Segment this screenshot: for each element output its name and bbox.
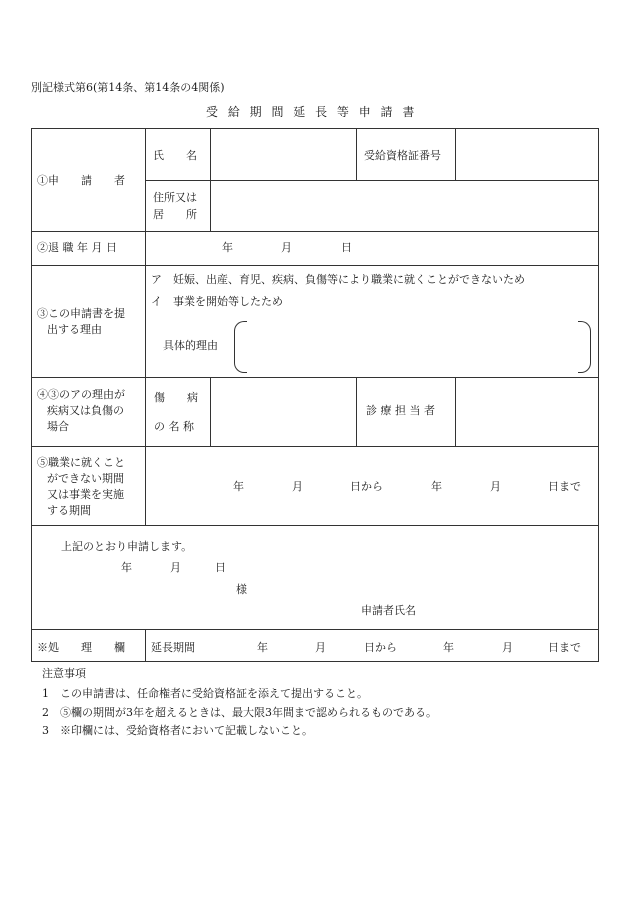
col-divider — [145, 128, 146, 231]
note-item-3: 3 ※印欄には、受給資格者において記載しないこと。 — [42, 724, 313, 737]
period-month-from: 月 — [292, 480, 303, 493]
col-divider — [145, 377, 146, 446]
extension-day-to: 日まで — [548, 641, 581, 654]
illness-label-line1: ④③のアの理由が — [37, 388, 125, 401]
form-title: 受 給 期 間 延 長 等 申 請 書 — [206, 105, 418, 119]
specific-reason-bracket-right — [578, 321, 591, 373]
illness-name-field[interactable] — [212, 379, 354, 444]
row-divider — [31, 446, 599, 447]
specific-reason-bracket-left — [234, 321, 247, 373]
row-divider — [31, 525, 599, 526]
illness-label-line2: 疾病又は負傷の — [47, 404, 124, 417]
illness-name-label-line2: の 名 称 — [154, 420, 194, 433]
extension-year-to: 年 — [443, 641, 454, 654]
doctor-label: 診 療 担 当 者 — [366, 404, 435, 417]
extension-period-label: 延長期間 — [151, 641, 195, 654]
applicant-signature-label: 申請者氏名 — [361, 604, 416, 617]
reason-option-a[interactable]: ア 妊娠、出産、育児、疾病、負傷等により職業に就くことができないため — [151, 273, 525, 286]
retirement-day: 日 — [341, 241, 352, 254]
declaration-text: 上記のとおり申請します。 — [61, 540, 193, 553]
col-divider — [455, 377, 456, 446]
specific-reason-label: 具体的理由 — [163, 339, 218, 352]
col-divider — [356, 377, 357, 446]
row-divider — [31, 265, 599, 266]
extension-day-from: 日から — [364, 641, 397, 654]
col-divider — [455, 128, 456, 180]
reason-option-i[interactable]: イ 事業を開始等したため — [151, 295, 283, 308]
period-label-line1: ⑤職業に就くこと — [37, 456, 125, 469]
period-day-to: 日まで — [548, 480, 581, 493]
declaration-month: 月 — [170, 561, 181, 574]
col-divider — [210, 377, 211, 446]
col-divider — [210, 128, 211, 231]
row-divider — [31, 231, 599, 232]
col-divider — [356, 128, 357, 180]
retirement-month: 月 — [281, 241, 292, 254]
extension-month-to: 月 — [502, 641, 513, 654]
col-divider — [145, 265, 146, 377]
retirement-year: 年 — [222, 241, 233, 254]
row-divider — [31, 377, 599, 378]
period-year-from: 年 — [233, 480, 244, 493]
applicant-section-label: ①申 請 者 — [37, 174, 125, 187]
name-field[interactable] — [212, 130, 354, 178]
extension-month-from: 月 — [315, 641, 326, 654]
declaration-year: 年 — [121, 561, 132, 574]
specific-reason-field[interactable] — [250, 323, 572, 369]
extension-year-from: 年 — [257, 641, 268, 654]
address-label-line1: 住所又は — [153, 191, 197, 204]
period-day-from: 日から — [350, 480, 383, 493]
period-year-to: 年 — [431, 480, 442, 493]
row-divider — [31, 629, 599, 630]
address-field[interactable] — [212, 182, 597, 229]
doctor-field[interactable] — [457, 379, 597, 444]
col-divider — [145, 629, 146, 662]
period-label-line2: ができない期間 — [47, 472, 124, 485]
col-divider — [145, 231, 146, 265]
row-divider — [145, 180, 599, 181]
period-label-line4: する期間 — [47, 504, 91, 517]
illness-label-line3: 場合 — [47, 420, 69, 433]
note-item-2: 2 ⑤欄の期間が3年を超えるときは、最大限3年間まで認められるものである。 — [42, 706, 437, 719]
reason-label-line1: ③この申請書を提 — [37, 307, 125, 320]
declaration-day: 日 — [215, 561, 226, 574]
period-label-line3: 又は事業を実施 — [47, 488, 124, 501]
illness-name-label-line1: 傷 病 — [154, 391, 198, 404]
address-label-line2: 居 所 — [153, 208, 197, 221]
form-reference: 別記様式第6(第14条、第14条の4関係) — [31, 81, 225, 94]
cert-number-field[interactable] — [457, 130, 597, 178]
cert-number-label: 受給資格証番号 — [364, 149, 441, 162]
retirement-date-label: ②退 職 年 月 日 — [37, 241, 117, 254]
note-item-1: 1 この申請書は、任命権者に受給資格証を添えて提出すること。 — [42, 687, 368, 700]
addressee-sama: 様 — [236, 583, 247, 596]
reason-label-line2: 出する理由 — [47, 323, 102, 336]
notes-heading: 注意事項 — [42, 667, 86, 680]
period-month-to: 月 — [490, 480, 501, 493]
office-use-label: ※処 理 欄 — [37, 641, 125, 654]
col-divider — [145, 446, 146, 525]
name-label: 氏 名 — [153, 149, 197, 162]
